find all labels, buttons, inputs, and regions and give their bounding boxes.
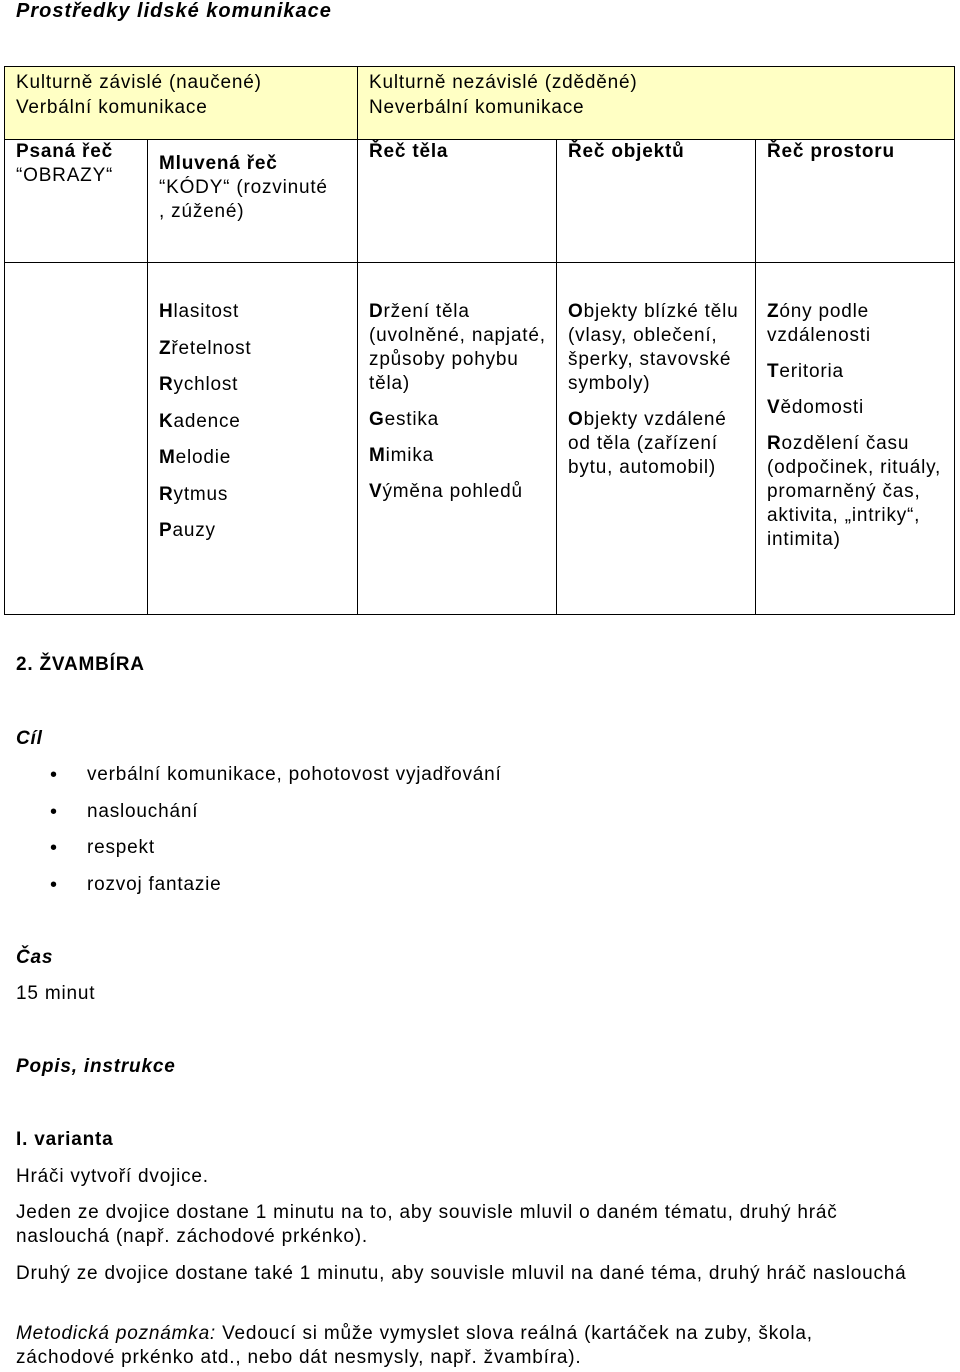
list-item bbox=[767, 396, 946, 420]
spoken-speech-cell bbox=[148, 140, 358, 263]
game-heading: 2. ŽVAMBÍRA bbox=[16, 654, 145, 675]
methodical-note bbox=[16, 1322, 916, 1370]
list-item bbox=[767, 432, 946, 552]
table-header-row bbox=[5, 67, 955, 140]
item-initial: R bbox=[767, 433, 782, 454]
item-text: ědomosti bbox=[780, 397, 864, 418]
list-item bbox=[369, 444, 548, 468]
list-item: • rozvoj fantazie bbox=[16, 870, 502, 907]
list-item: • respekt bbox=[16, 833, 502, 870]
space-items-list bbox=[756, 263, 954, 552]
goals-list bbox=[16, 760, 502, 906]
list-item bbox=[369, 480, 548, 504]
list-item: • naslouchání bbox=[16, 797, 502, 834]
written-speech-cell bbox=[5, 140, 148, 263]
written-speech-sub: “OBRAZY“ bbox=[16, 165, 114, 186]
list-item bbox=[767, 300, 946, 348]
item-initial: M bbox=[159, 447, 176, 468]
goal-label: Cíl bbox=[16, 728, 43, 749]
item-text: ržení těla (uvolněné, napjaté, způsoby pohybu těla) bbox=[369, 301, 546, 394]
space-language-cell bbox=[756, 140, 955, 263]
item-text: řetelnost bbox=[171, 337, 252, 359]
list-item: • verbální komunikace, pohotovost vyjadřování bbox=[16, 760, 502, 797]
spoken-speech-sub2: , zúžené) bbox=[159, 201, 245, 222]
item-initial: M bbox=[369, 445, 386, 466]
body-items-list bbox=[358, 263, 556, 504]
item-text: elodie bbox=[175, 447, 232, 468]
list-item bbox=[159, 446, 349, 470]
item-text: eritoria bbox=[779, 361, 844, 382]
item-initial: G bbox=[369, 409, 385, 430]
item-initial: V bbox=[369, 481, 383, 502]
item-initial: O bbox=[568, 301, 584, 322]
item-initial: T bbox=[767, 361, 780, 382]
nonverbal-header-line2: Neverbální komunikace bbox=[369, 97, 585, 118]
item-initial: K bbox=[159, 410, 174, 432]
spoken-speech-title: Mluvená řeč bbox=[159, 153, 278, 174]
written-details-cell bbox=[5, 263, 148, 615]
variant-label: I. varianta bbox=[16, 1129, 114, 1150]
spoken-speech-sub1: “KÓDY“ (rozvinuté bbox=[159, 177, 328, 198]
item-text: ýměna pohledů bbox=[382, 481, 523, 502]
spoken-items-list bbox=[148, 263, 357, 543]
body-language-title: Řeč těla bbox=[369, 141, 449, 162]
item-initial: R bbox=[159, 374, 174, 395]
item-text: ytmus bbox=[173, 483, 229, 505]
list-item bbox=[159, 300, 349, 324]
item-initial: R bbox=[159, 483, 174, 505]
item-text: óny podle vzdálenosti bbox=[767, 301, 871, 346]
item-text: ozdělení času (odpočinek, rituály, promarněný čas, aktivita, „intriky“, intimita) bbox=[767, 433, 942, 550]
note-text: Vedoucí si může vymyslet slova reálná (kartáček na zuby, škola, záchodové prkénko atd., nebo dát nesmysly, např. žvambíra). bbox=[16, 1323, 813, 1368]
note-label: Metodická poznámka: bbox=[16, 1323, 217, 1344]
instruction-paragraph-3: Druhý ze dvojice dostane také 1 minutu, aby souvisle mluvil na dané téma, druhý hráč naslouchá bbox=[16, 1263, 907, 1284]
list-item bbox=[568, 300, 747, 396]
body-details-cell bbox=[358, 263, 557, 615]
object-language-cell bbox=[557, 140, 756, 263]
list-item bbox=[159, 410, 349, 434]
space-language-title: Řeč prostoru bbox=[767, 141, 895, 162]
item-text: imika bbox=[385, 445, 434, 466]
nonverbal-header-line1: Kulturně nezávislé (zděděné) bbox=[369, 72, 638, 93]
item-initial: P bbox=[159, 520, 173, 541]
categories-row bbox=[5, 140, 955, 263]
written-speech-title: Psaná řeč bbox=[16, 141, 113, 162]
item-text: estika bbox=[384, 409, 440, 430]
verbal-header-line2: Verbální komunikace bbox=[16, 97, 208, 118]
item-text: bjekty blízké tělu (vlasy, oblečení, šperky, stavovské symboly) bbox=[568, 301, 739, 394]
page-title: Prostředky lidské komunikace bbox=[16, 0, 332, 22]
item-initial: H bbox=[159, 301, 174, 322]
item-text: bjekty vzdálené od těla (zařízení bytu, automobil) bbox=[568, 409, 727, 478]
object-details-cell bbox=[557, 263, 756, 615]
object-language-title: Řeč objektů bbox=[568, 141, 685, 162]
list-item bbox=[369, 300, 548, 396]
body-language-cell bbox=[358, 140, 557, 263]
item-text: adence bbox=[173, 410, 241, 432]
list-item bbox=[369, 408, 548, 432]
item-text: ychlost bbox=[173, 374, 239, 395]
nonverbal-header-cell bbox=[358, 67, 955, 140]
item-initial: D bbox=[369, 301, 384, 322]
item-text: lasitost bbox=[173, 301, 240, 322]
instruction-paragraph-1: Hráči vytvoří dvojice. bbox=[16, 1166, 209, 1187]
list-item bbox=[568, 408, 747, 480]
space-details-cell bbox=[756, 263, 955, 615]
item-initial: V bbox=[767, 397, 781, 418]
description-label: Popis, instrukce bbox=[16, 1056, 176, 1077]
item-text: auzy bbox=[172, 520, 216, 541]
list-item bbox=[159, 337, 349, 361]
item-initial: Z bbox=[767, 301, 780, 322]
list-item bbox=[159, 373, 349, 397]
item-initial: Z bbox=[159, 337, 172, 359]
spoken-details-cell bbox=[148, 263, 358, 615]
object-items-list bbox=[557, 263, 755, 480]
instruction-paragraph-2: Jeden ze dvojice dostane 1 minutu na to, aby souvisle mluvil o daném tématu, druhý hráč naslouchá (např. záchodové prkénko). bbox=[16, 1202, 838, 1247]
time-label: Čas bbox=[16, 947, 54, 968]
list-item bbox=[159, 483, 349, 507]
verbal-header-cell bbox=[5, 67, 358, 140]
list-item bbox=[159, 519, 349, 543]
details-row bbox=[5, 263, 955, 615]
communication-table bbox=[4, 66, 955, 615]
item-initial: O bbox=[568, 409, 584, 430]
list-item bbox=[767, 360, 946, 384]
verbal-header-line1: Kulturně závislé (naučené) bbox=[16, 72, 262, 93]
time-value: 15 minut bbox=[16, 983, 96, 1004]
